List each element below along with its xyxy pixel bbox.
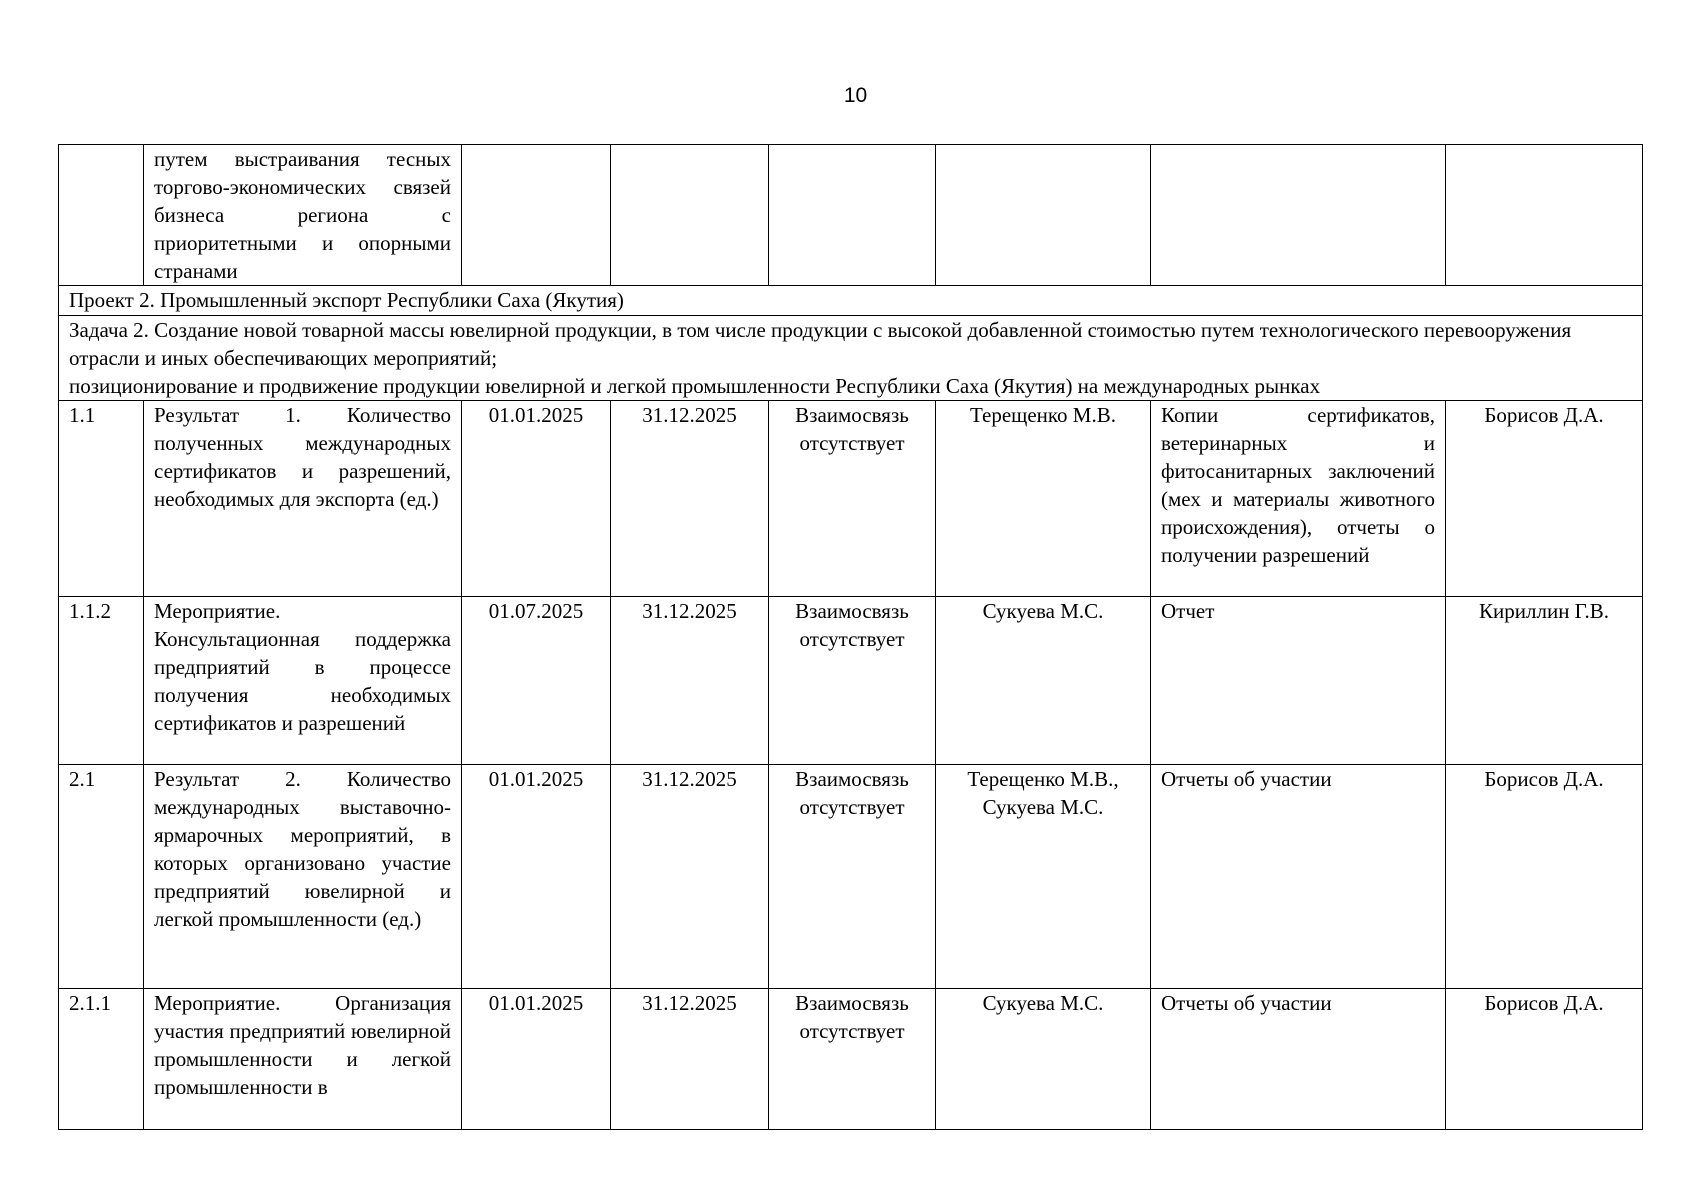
- row-end-date: 31.12.2025: [611, 989, 769, 1130]
- row-link: Взаимосвязь отсутствует: [769, 989, 936, 1130]
- project-row: [59, 286, 1643, 316]
- task-line-1: Задача 2. Создание новой товарной массы ювелирной продукции, в том числе продукции с высокой добавленной стоимостью путем технологического перевооружения отрасли и иных обеспечивающих мероприятий;: [69, 318, 1572, 370]
- row-start-date: 01.07.2025: [462, 597, 611, 765]
- row-end-date: 31.12.2025: [611, 765, 769, 989]
- row-responsible: Сукуева М.С.: [936, 989, 1151, 1130]
- cell-document: [1151, 145, 1446, 286]
- table-row: [59, 989, 1643, 1130]
- row-start-date: 01.01.2025: [462, 989, 611, 1130]
- table-row: [59, 597, 1643, 765]
- cell-num: [59, 145, 144, 286]
- row-responsible: Терещенко М.В.: [936, 401, 1151, 597]
- plan-table: [58, 144, 1643, 1130]
- cell-name: путем выстраивания тесных торгово-экономических связей бизнеса региона с приоритетными и опорными странами: [144, 145, 462, 286]
- row-approver: Борисов Д.А.: [1446, 765, 1643, 989]
- row-name: Мероприятие. Консультационная поддержка предприятий в процессе получения необходимых сертификатов и разрешений: [144, 597, 462, 765]
- row-name: Результат 2. Количество международных выставочно-ярмарочных мероприятий, в которых организовано участие предприятий ювелирной и легкой промышленности (ед.): [144, 765, 462, 989]
- continuation-row: [59, 145, 1643, 286]
- row-number: 1.1: [59, 401, 144, 597]
- table-row: [59, 401, 1643, 597]
- task-title: [59, 316, 1643, 401]
- row-end-date: 31.12.2025: [611, 401, 769, 597]
- row-number: 1.1.2: [59, 597, 144, 765]
- cell-link: [769, 145, 936, 286]
- cell-start: [462, 145, 611, 286]
- project-title: Проект 2. Промышленный экспорт Республики Саха (Якутия): [59, 286, 1643, 316]
- row-document: Отчеты об участии: [1151, 989, 1446, 1130]
- row-approver: Кириллин Г.В.: [1446, 597, 1643, 765]
- row-start-date: 01.01.2025: [462, 765, 611, 989]
- task-line-2: позиционирование и продвижение продукции ювелирной и легкой промышленности Республики Саха (Якутия) на международных рынках: [69, 374, 1321, 398]
- row-number: 2.1.1: [59, 989, 144, 1130]
- row-document: Отчеты об участии: [1151, 765, 1446, 989]
- task-row: [59, 316, 1643, 401]
- cell-approver: [1446, 145, 1643, 286]
- row-responsible: Терещенко М.В., Сукуева М.С.: [936, 765, 1151, 989]
- row-link: Взаимосвязь отсутствует: [769, 597, 936, 765]
- cell-end: [611, 145, 769, 286]
- row-link: Взаимосвязь отсутствует: [769, 765, 936, 989]
- row-name: Мероприятие. Организация участия предприятий ювелирной промышленности и легкой промышленности в: [144, 989, 462, 1130]
- row-number: 2.1: [59, 765, 144, 989]
- row-start-date: 01.01.2025: [462, 401, 611, 597]
- row-approver: Борисов Д.А.: [1446, 989, 1643, 1130]
- row-document: Копии сертификатов, ветеринарных и фитосанитарных заключений (мех и материалы животного происхождения), отчеты о получении разрешений: [1151, 401, 1446, 597]
- cell-responsible: [936, 145, 1151, 286]
- row-link: Взаимосвязь отсутствует: [769, 401, 936, 597]
- row-name: Результат 1. Количество полученных международных сертификатов и разрешений, необходимых для экспорта (ед.): [144, 401, 462, 597]
- page-number: 10: [843, 84, 868, 107]
- row-end-date: 31.12.2025: [611, 597, 769, 765]
- row-responsible: Сукуева М.С.: [936, 597, 1151, 765]
- table-row: [59, 765, 1643, 989]
- row-document: Отчет: [1151, 597, 1446, 765]
- row-approver: Борисов Д.А.: [1446, 401, 1643, 597]
